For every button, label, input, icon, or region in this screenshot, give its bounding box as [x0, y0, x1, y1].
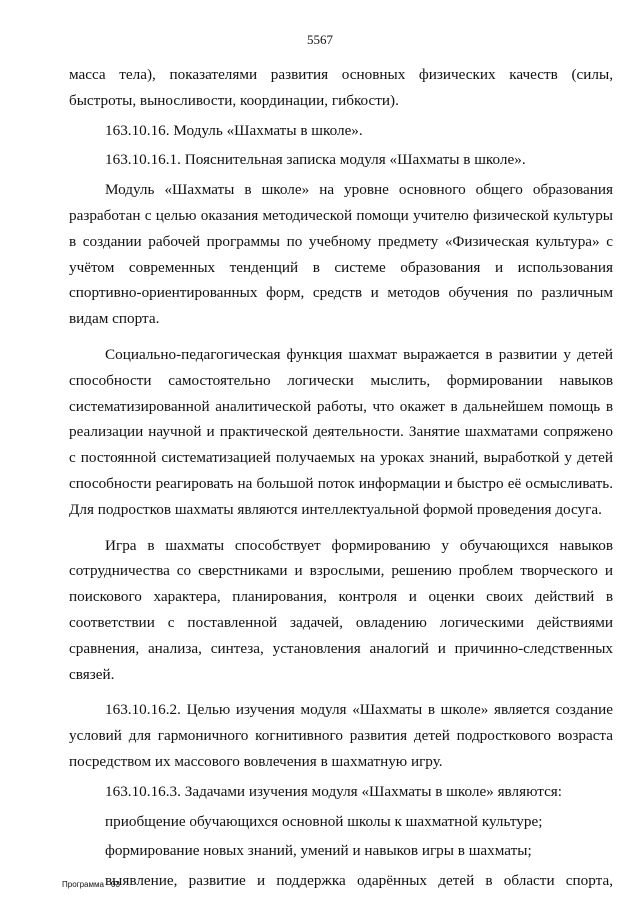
footer-label: Программа - 03: [62, 880, 120, 889]
page-number: 5567: [307, 32, 333, 47]
section-heading: 163.10.16. Модуль «Шахматы в школе».: [105, 121, 363, 139]
list-item: выявление, развитие и поддержка одарённых детей в области спорта,: [105, 872, 613, 890]
paragraph-module-intro: Модуль «Шахматы в школе» на уровне основного общего образования разработан с целью оказания методической помощи учителю физической культуры в создании рабочей программы по учебному предмету «Физическая культура» с учётом современных тенденций в системе образования и использования спортивно-ориентированных форм, средств и методов обучения по различным видам спорта.: [69, 181, 613, 328]
paragraph-social-function: Социально-педагогическая функция шахмат выражается в развитии у детей способности самостоятельно логически мыслить, формировании навыков систематизированной аналитической работы, что окажет в дальнейшем помощь в реализации научной и практической деятельности. Занятие шахматами сопряжено с постоянной систематизацией получаемых на уроках знаний, выработкой у детей способности реагировать на большой поток информации и быстро её осмысливать. Для подростков шахматы являются интеллектуальной формой проведения досуга.: [69, 345, 613, 518]
list-item: формирование новых знаний, умений и навыков игры в шахматы;: [105, 842, 532, 860]
paragraph-tasks-heading: 163.10.16.3. Задачами изучения модуля «Шахматы в школе» являются:: [105, 782, 563, 800]
body-text: [69, 62, 613, 894]
paragraph-goal: 163.10.16.2. Целью изучения модуля «Шахматы в школе» является создание условий для гармоничного когнитивного развития детей подросткового возраста посредством их массового вовлечения в шахматную игру.: [69, 701, 613, 770]
paragraph-game-benefits: Игра в шахматы способствует формированию у обучающихся навыков сотрудничества со сверстниками и взрослыми, решению проблем творческого и поискового характера, планирования, контроля и оценки своих действий в соответствии с поставленной задачей, овладению логическими действиями сравнения, анализа, синтеза, установления аналогий и причинно-следственных связей.: [69, 536, 613, 683]
paragraph-continuation: масса тела), показателями развития основных физических качеств (силы, быстроты, выносливости, координации, гибкости).: [69, 66, 613, 109]
list-item: приобщение обучающихся основной школы к шахматной культуре;: [105, 812, 543, 830]
subsection-heading: 163.10.16.1. Пояснительная записка модуля «Шахматы в школе».: [105, 151, 526, 169]
